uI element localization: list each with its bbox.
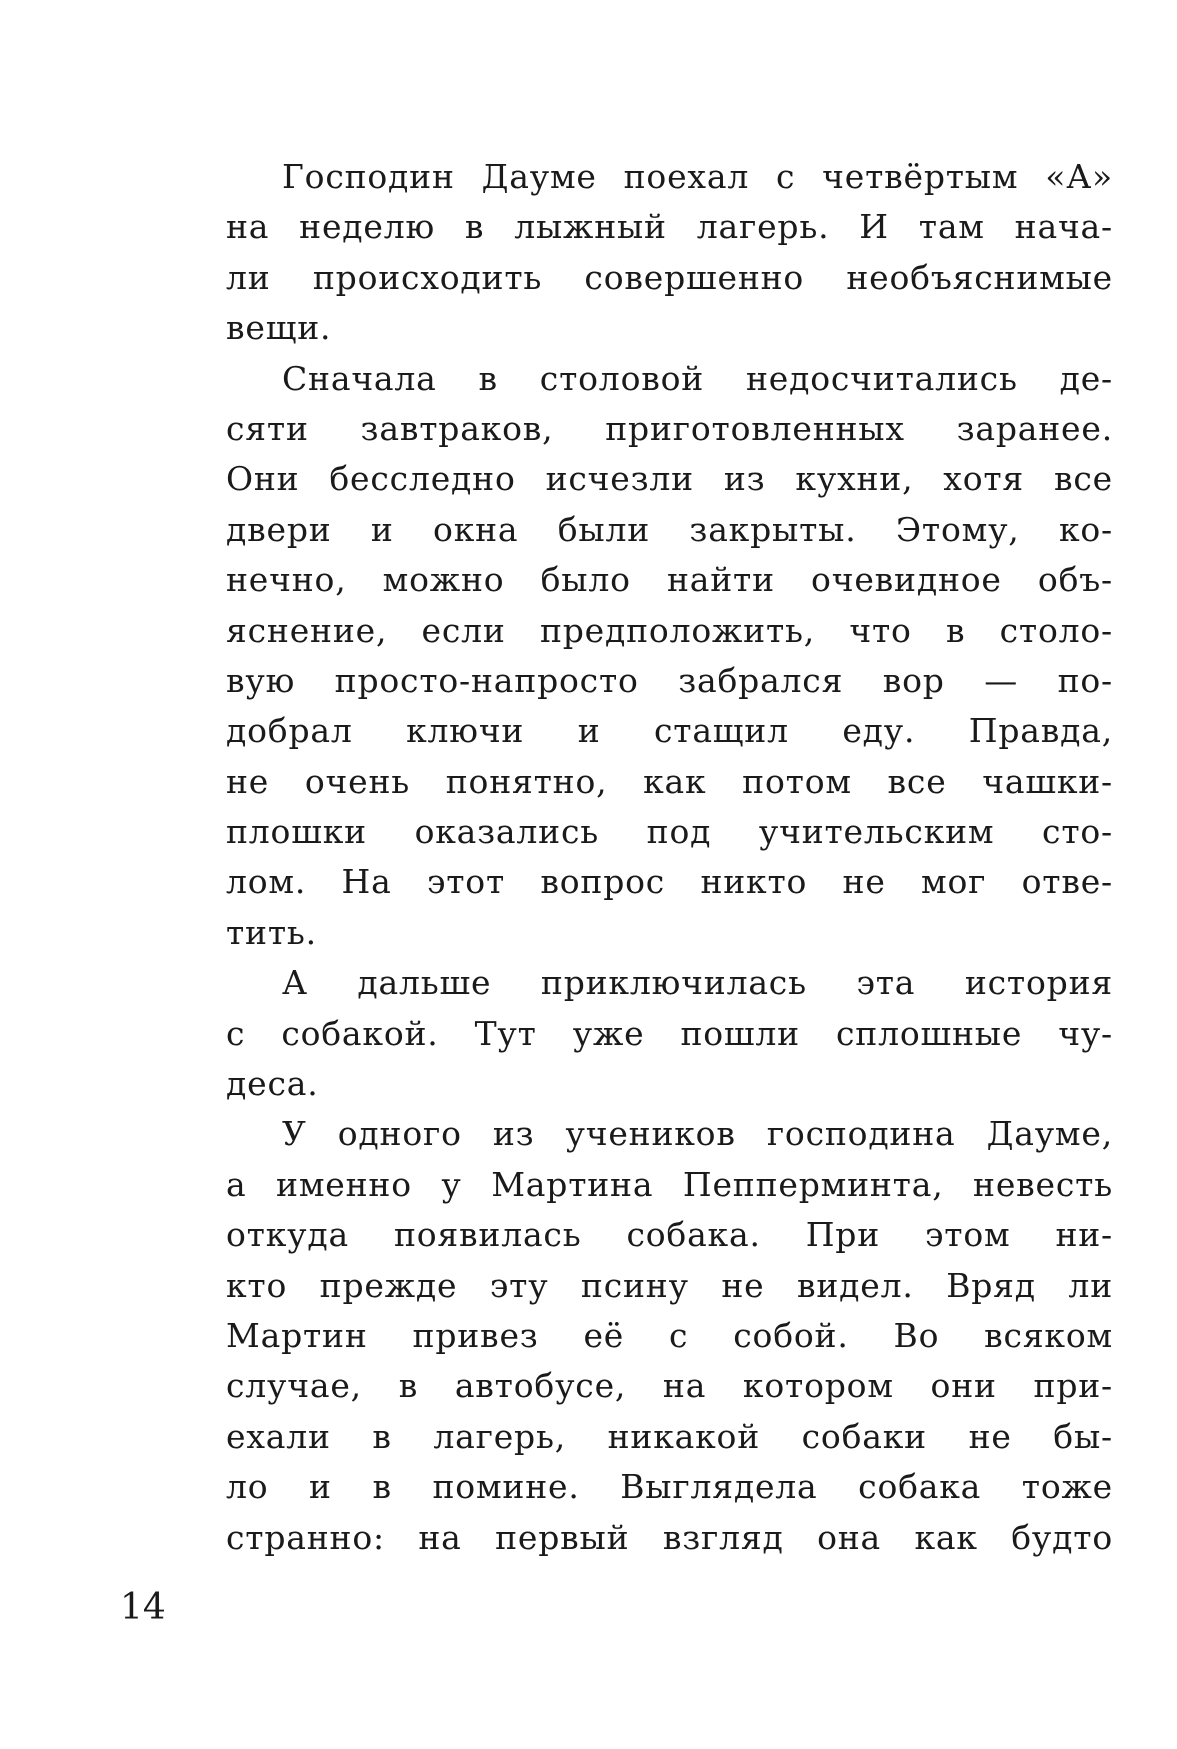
text-line: добрал ключи и стащил еду. Правда, [226,711,1113,751]
text-line: случае, в автобусе, на котором они при- [226,1366,1113,1406]
text-line: Они бесследно исчезли из кухни, хотя все [226,459,1113,499]
page-number: 14 [120,1587,166,1628]
text-line: У одного из учеников господина Дауме, [282,1114,1113,1154]
text-line: а именно у Мартина Пепперминта, невесть [226,1164,1113,1204]
text-line: плошки оказались под учительским сто- [226,812,1113,852]
text-line: Мартин привез её с собой. Во всяком [226,1315,1113,1355]
text-line: Господин Дауме поехал с четвёртым «А» [282,157,1113,196]
text-line: нечно, можно было найти очевидное объ- [226,560,1113,600]
text-line: на неделю в лыжный лагерь. И там нача- [226,207,1113,247]
text-line: тить. [226,912,317,952]
text-line: Сначала в столовой недосчитались де- [282,358,1113,398]
text-line: А дальше приключилась эта история [282,963,1113,1003]
text-line: ло и в помине. Выглядела собака тоже [226,1467,1113,1507]
text-line: сяти завтраков, приготовленных заранее. [226,408,1113,448]
text-line: с собакой. Тут уже пошли сплошные чу- [226,1013,1113,1053]
text-line: кто прежде эту псину не видел. Вряд ли [226,1265,1113,1305]
text-line: откуда появилась собака. При этом ни- [226,1215,1113,1255]
text-line: ли происходить совершенно необъяснимые [226,257,1113,297]
text-line: двери и окна были закрыты. Этому, ко- [226,509,1113,549]
text-line: лом. На этот вопрос никто не мог отве- [226,862,1113,902]
text-line: вую просто-напросто забрался вор — по- [226,660,1113,700]
text-line: яснение, если предположить, что в столо- [226,610,1113,650]
body-text [226,152,1113,1563]
text-line: странно: на первый взгляд она как будто [226,1517,1113,1557]
text-line: не очень понятно, как потом все чашки- [226,761,1113,801]
text-line: деса. [226,1064,319,1104]
text-line: ехали в лагерь, никакой собаки не бы- [226,1416,1113,1456]
text-line: вещи. [226,308,332,348]
